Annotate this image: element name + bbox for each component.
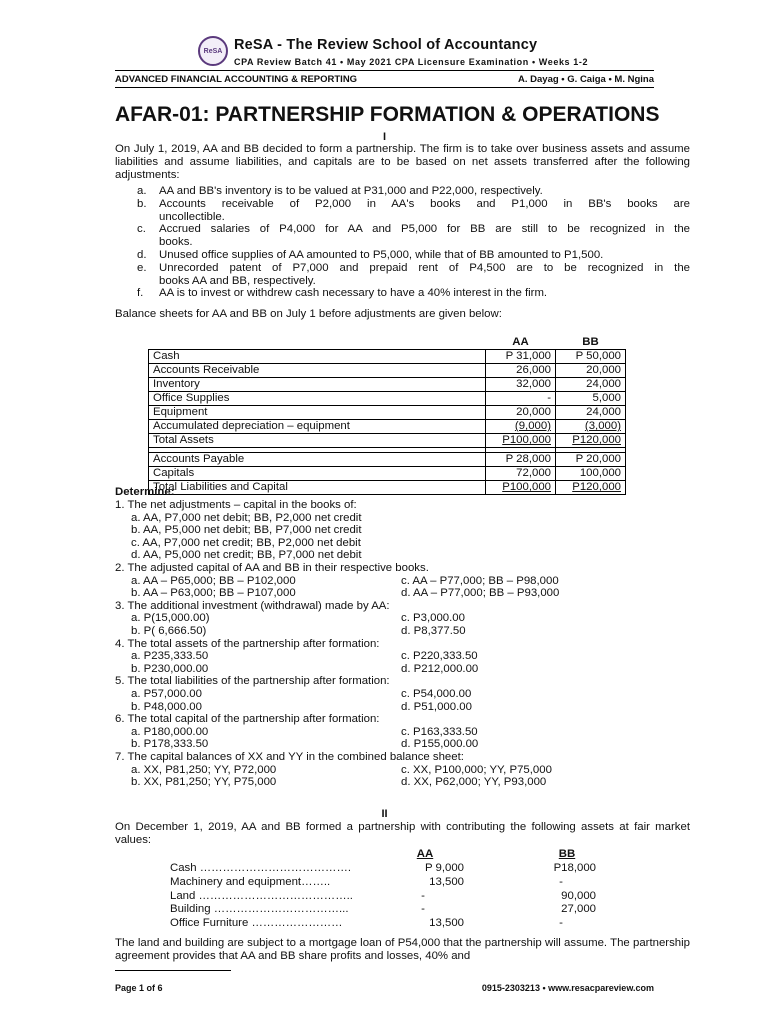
table-row (149, 467, 626, 481)
adjustment-text: Accounts receivable of P2,000 in AA's books and P1,000 in BB's books are (159, 197, 690, 210)
cell-text: Capitals (153, 467, 195, 479)
account-name (149, 420, 486, 434)
answer-choice: d. XX, P62,000; YY, P93,000 (401, 776, 547, 789)
answer-choice: c. P163,333.50 (401, 725, 478, 738)
question-text: 1. The net adjustments – capital in the books of: (115, 499, 357, 511)
cell-text: P120,000 (572, 434, 621, 446)
answer-choice: c. XX, P100,000; YY, P75,000 (401, 763, 552, 776)
balance-sheet-table (148, 335, 626, 495)
cell-text: Accounts Receivable (153, 364, 260, 376)
amount-bb (556, 434, 626, 448)
asset-value-bb: - (559, 917, 563, 930)
section-1-numeral: I (382, 131, 387, 143)
answer-choice: d. P212,000.00 (401, 662, 479, 675)
cell-text: 72,000 (516, 467, 551, 479)
cell-text: 100,000 (579, 467, 621, 479)
asset-label: Office Furniture …………………… (170, 917, 343, 930)
amount-aa (486, 392, 556, 406)
answer-choice: c. AA – P77,000; BB – P98,000 (401, 574, 559, 587)
adjustment-item (137, 249, 690, 262)
amount-bb (556, 406, 626, 420)
header-rule-top (115, 70, 654, 71)
table-row (149, 392, 626, 406)
adjustment-item (137, 211, 690, 224)
cell-text: (3,000) (584, 420, 621, 432)
answer-choice: c. P220,333.50 (401, 650, 478, 663)
section-2-closing: The land and building are subject to a mortgage loan of P54,000 that the partnership will assume. The partnership agreement provides that AA and BB share profits and losses, 40% and (115, 937, 690, 962)
adjustment-label: b. (137, 197, 147, 210)
cell-text: 32,000 (516, 378, 551, 390)
cell-text: Equipment (153, 406, 208, 418)
table-row (149, 364, 626, 378)
amount-bb (556, 378, 626, 392)
adjustment-text: books. (159, 236, 193, 249)
cell-text: P100,000 (502, 481, 551, 493)
answer-choice: b. P178,333.50 (131, 738, 209, 751)
question-text: 6. The total capital of the partnership after formation: (115, 713, 380, 726)
question-text: 3. The additional investment (withdrawal) made by AA: (115, 599, 390, 612)
table-row (149, 481, 626, 495)
amount-bb (556, 350, 626, 364)
amount-aa (486, 406, 556, 420)
question-text: 2. The adjusted capital of AA and BB in their respective books. (115, 562, 429, 574)
answer-choice: d. P155,000.00 (401, 738, 479, 751)
subject-label: ADVANCED FINANCIAL ACCOUNTING & REPORTING (115, 74, 358, 85)
cell-text: P100,000 (502, 434, 551, 446)
amount-aa (486, 350, 556, 364)
section-2-numeral: II (381, 808, 388, 820)
cell-text: Accounts Payable (153, 453, 245, 465)
cell-text: Total Assets (153, 434, 214, 446)
authors-label: A. Dayag • G. Caiga • M. Ngina (518, 74, 654, 85)
answer-choice: d. AA, P5,000 net credit; BB, P7,000 net debit (131, 549, 362, 562)
adjustment-item (137, 198, 690, 211)
determine-heading: Determine: (115, 486, 175, 498)
col-header-bb: BB (582, 335, 599, 348)
amount-bb (556, 364, 626, 378)
table-row (149, 434, 626, 448)
cell-text: 5,000 (592, 392, 621, 404)
account-name (149, 378, 486, 392)
school-name: ReSA - The Review School of Accountancy (234, 37, 538, 53)
adjustment-text: Accrued salaries of P4,000 for AA and P5,000 for BB are still to be recognized in the (159, 223, 690, 236)
answer-choice: a. XX, P81,250; YY, P72,000 (131, 763, 277, 776)
answer-choice: c. P3,000.00 (401, 612, 465, 625)
account-name (149, 364, 486, 378)
account-name (149, 434, 486, 448)
col-header-aa: AA (512, 335, 529, 348)
adjustment-text: AA is to invest or withdrew cash necessary to have a 40% interest in the firm. (159, 287, 548, 300)
cell-text: Inventory (153, 378, 200, 390)
account-name (149, 406, 486, 420)
asset-value-aa: 13,500 (429, 875, 464, 888)
amount-aa (486, 420, 556, 434)
account-name (149, 350, 486, 364)
asset-value-bb: P18,000 (553, 862, 596, 874)
cell-text: - (547, 392, 551, 404)
asset-label: Cash …………………………………. (170, 862, 351, 874)
cell-text: Total Liabilities and Capital (153, 481, 288, 493)
adjustment-item (137, 236, 690, 249)
cell-text: Accumulated depreciation – equipment (153, 420, 350, 432)
answer-choice: a. P235,333.50 (131, 650, 209, 663)
asset-label: Land ………………………………….. (170, 889, 353, 902)
amount-aa (486, 364, 556, 378)
asset-label: Machinery and equipment…….. (170, 875, 331, 888)
amount-bb (556, 453, 626, 467)
adjustment-label: d. (137, 249, 147, 261)
batch-line: CPA Review Batch 41 • May 2021 CPA Licensure Examination • Weeks 1-2 (234, 57, 589, 67)
cell-text: P 31,000 (505, 350, 551, 362)
answer-choice: a. P180,000.00 (131, 725, 209, 738)
question-text: 4. The total assets of the partnership after formation: (115, 637, 380, 650)
asset-label: Building ……………………………... (170, 903, 349, 916)
asset-value-aa: - (421, 903, 425, 916)
amount-bb (556, 481, 626, 495)
balance-sheet-intro: Balance sheets for AA and BB on July 1 before adjustments are given below: (115, 308, 502, 320)
asset-value-bb: 90,000 (561, 889, 596, 902)
amount-bb (556, 420, 626, 434)
cell-text: 20,000 (516, 406, 551, 418)
amount-aa (486, 453, 556, 467)
account-name (149, 392, 486, 406)
answer-choice: b. P( 6,666.50) (131, 625, 207, 637)
adjustment-label: a. (137, 185, 147, 197)
amount-aa (486, 434, 556, 448)
answer-choice: b. P48,000.00 (131, 700, 202, 713)
question-text: 7. The capital balances of XX and YY in the combined balance sheet: (115, 751, 464, 763)
adjustment-label: c. (137, 223, 146, 236)
adjustment-text: AA and BB's inventory is to be valued at P31,000 and P22,000, respectively. (159, 185, 543, 197)
adjustment-text: Unused office supplies of AA amounted to P5,000, while that of BB amounted to P1,500. (159, 249, 604, 261)
answer-choice: a. AA, P7,000 net debit; BB, P2,000 net credit (131, 511, 362, 524)
cell-text: P120,000 (572, 481, 621, 493)
account-name (149, 481, 486, 495)
section-2-intro: On December 1, 2019, AA and BB formed a partnership with contributing the following assets at fair market values: (115, 821, 690, 846)
amount-bb (556, 392, 626, 406)
page-title: AFAR-01: PARTNERSHIP FORMATION & OPERATIONS (115, 103, 660, 126)
adjustment-label: e. (137, 261, 147, 274)
adjustment-item (137, 287, 690, 300)
cell-text: (9,000) (514, 420, 551, 432)
answer-choice: b. P230,000.00 (131, 662, 209, 675)
table-row (149, 350, 626, 364)
amount-bb (556, 467, 626, 481)
table-row (149, 420, 626, 434)
table-row (149, 453, 626, 467)
header-rule-bottom (115, 87, 654, 88)
answer-choice: c. AA, P7,000 net credit; BB, P2,000 net debit (131, 536, 361, 549)
question-text: 5. The total liabilities of the partnership after formation: (115, 675, 390, 688)
adjustment-item (137, 223, 690, 236)
adjustment-item (137, 185, 690, 198)
cell-text: P 50,000 (575, 350, 621, 362)
page-number: Page 1 of 6 (115, 983, 163, 993)
answer-choice: d. P8,377.50 (401, 625, 466, 637)
cell-text: 20,000 (586, 364, 621, 376)
cell-text: 24,000 (586, 378, 621, 390)
amount-aa (486, 467, 556, 481)
cell-text: P 20,000 (575, 453, 621, 465)
answer-choice: d. P51,000.00 (401, 700, 472, 713)
footer-rule (115, 970, 231, 971)
adjustment-text: uncollectible. (159, 210, 225, 223)
asset-value-aa: 13,500 (429, 917, 464, 930)
adjustment-item (137, 275, 690, 288)
answer-choice: b. XX, P81,250; YY, P75,000 (131, 776, 277, 789)
answer-choice: c. P54,000.00 (401, 688, 472, 700)
questions-list (115, 499, 690, 809)
account-name (149, 467, 486, 481)
answer-choice: a. P(15,000.00) (131, 612, 210, 625)
asset-value-bb: 27,000 (561, 903, 596, 916)
resa-logo (198, 36, 228, 66)
answer-choice: a. P57,000.00 (131, 688, 202, 700)
fmv-col-aa: AA (416, 848, 434, 860)
cell-text: 26,000 (516, 364, 551, 376)
section-1-intro: On July 1, 2019, AA and BB decided to form a partnership. The firm is to take over business assets and assume liabilities and assume liabilities, and capitals are to be based on net assets transferred after the following adjustments: (115, 143, 690, 181)
adjustment-text: books AA and BB, respectively. (159, 274, 316, 287)
logo-text: ReSA (203, 47, 223, 55)
cell-text: P 28,000 (505, 453, 551, 465)
adjustment-text: Unrecorded patent of P7,000 and prepaid rent of P4,500 are to be recognized in the (159, 261, 690, 274)
footer-contact: 0915-2303213 • www.resacpareview.com (481, 983, 654, 993)
asset-value-aa: P 9,000 (424, 862, 464, 874)
account-name (149, 453, 486, 467)
answer-choice: b. AA – P63,000; BB – P107,000 (131, 587, 296, 600)
asset-value-bb: - (559, 875, 563, 888)
cell-text: Cash (153, 350, 180, 362)
fmv-table (170, 862, 610, 934)
fmv-col-bb: BB (558, 848, 576, 860)
asset-value-aa: - (421, 889, 425, 902)
cell-text: Office Supplies (153, 392, 230, 404)
cell-text: 24,000 (586, 406, 621, 418)
adjustment-item (137, 262, 690, 275)
answer-choice: d. AA – P77,000; BB – P93,000 (401, 587, 560, 600)
answer-choice: a. AA – P65,000; BB – P102,000 (131, 574, 296, 587)
answer-choice: b. AA, P5,000 net debit; BB, P7,000 net credit (131, 524, 362, 537)
adjustment-label: f. (137, 287, 144, 300)
adjustments-list (137, 185, 690, 309)
table-row (149, 378, 626, 392)
table-row (149, 406, 626, 420)
amount-aa (486, 378, 556, 392)
amount-aa (486, 481, 556, 495)
